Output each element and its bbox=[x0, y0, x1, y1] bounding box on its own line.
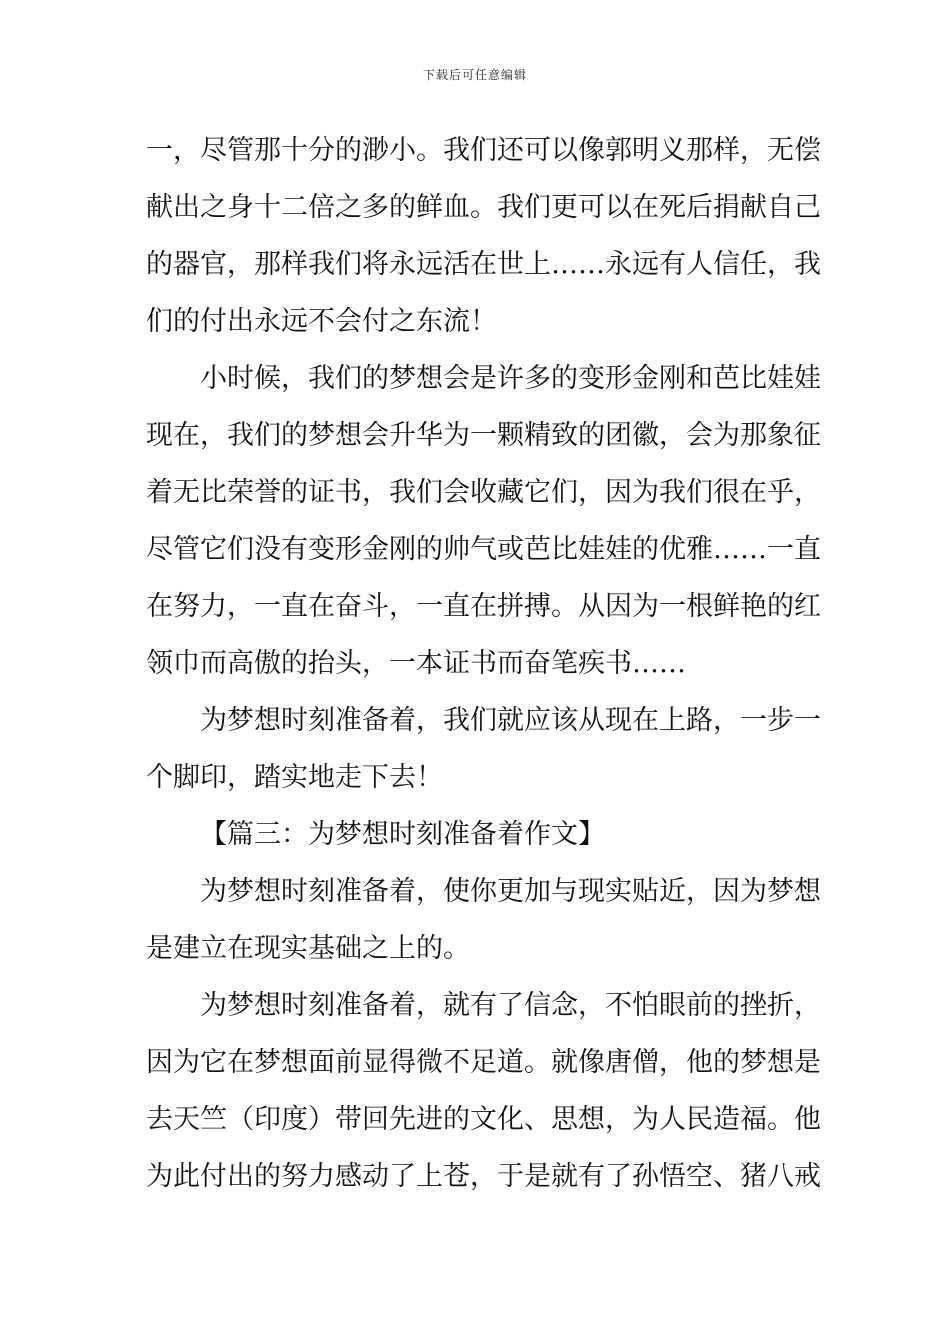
text-line-3: 的器官，那样我们将永远活在世上……永远有人信任，我 bbox=[146, 249, 821, 280]
text-line-8: 尽管它们没有变形金刚的帅气或芭比娃娃的优雅……一直 bbox=[146, 534, 821, 565]
section-heading: 【篇三：为梦想时刻准备着作文】 bbox=[200, 819, 605, 850]
text-line-2: 献出之身十二倍之多的鲜血。我们更可以在死后捐献自己 bbox=[146, 192, 821, 223]
text-line-17: 因为它在梦想面前显得微不足道。就像唐僧，他的梦想是 bbox=[146, 1047, 821, 1078]
text-line-6: 现在，我们的梦想会升华为一颗精致的团徽，会为那象征 bbox=[146, 420, 821, 451]
text-line-18: 去天竺（印度）带回先进的文化、思想，为人民造福。他 bbox=[146, 1104, 821, 1135]
text-line-1: 一，尽管那十分的渺小。我们还可以像郭明义那样，无偿 bbox=[146, 135, 821, 166]
page-header: 下载后可任意编辑 bbox=[422, 68, 527, 82]
text-line-4: 们的付出永远不会付之东流！ bbox=[146, 306, 497, 337]
text-line-19: 为此付出的努力感动了上苍，于是就有了孙悟空、猪八戒 bbox=[146, 1161, 821, 1192]
text-line-5: 小时候，我们的梦想会是许多的变形金刚和芭比娃娃 bbox=[200, 363, 821, 394]
text-line-14: 为梦想时刻准备着，使你更加与现实贴近，因为梦想 bbox=[200, 876, 821, 907]
document-body bbox=[146, 122, 821, 1205]
text-line-12: 个脚印，踏实地走下去！ bbox=[146, 762, 443, 793]
text-line-10: 领巾而高傲的抬头，一本证书而奋笔疾书…… bbox=[146, 648, 686, 679]
text-line-7: 着无比荣誉的证书，我们会收藏它们，因为我们很在乎， bbox=[146, 477, 821, 508]
text-line-15: 是建立在现实基础之上的。 bbox=[146, 933, 470, 964]
text-line-11: 为梦想时刻准备着，我们就应该从现在上路，一步一 bbox=[200, 705, 821, 736]
text-line-9: 在努力，一直在奋斗，一直在拼搏。从因为一根鲜艳的红 bbox=[146, 591, 821, 622]
text-line-16: 为梦想时刻准备着，就有了信念，不怕眼前的挫折， bbox=[200, 990, 821, 1021]
